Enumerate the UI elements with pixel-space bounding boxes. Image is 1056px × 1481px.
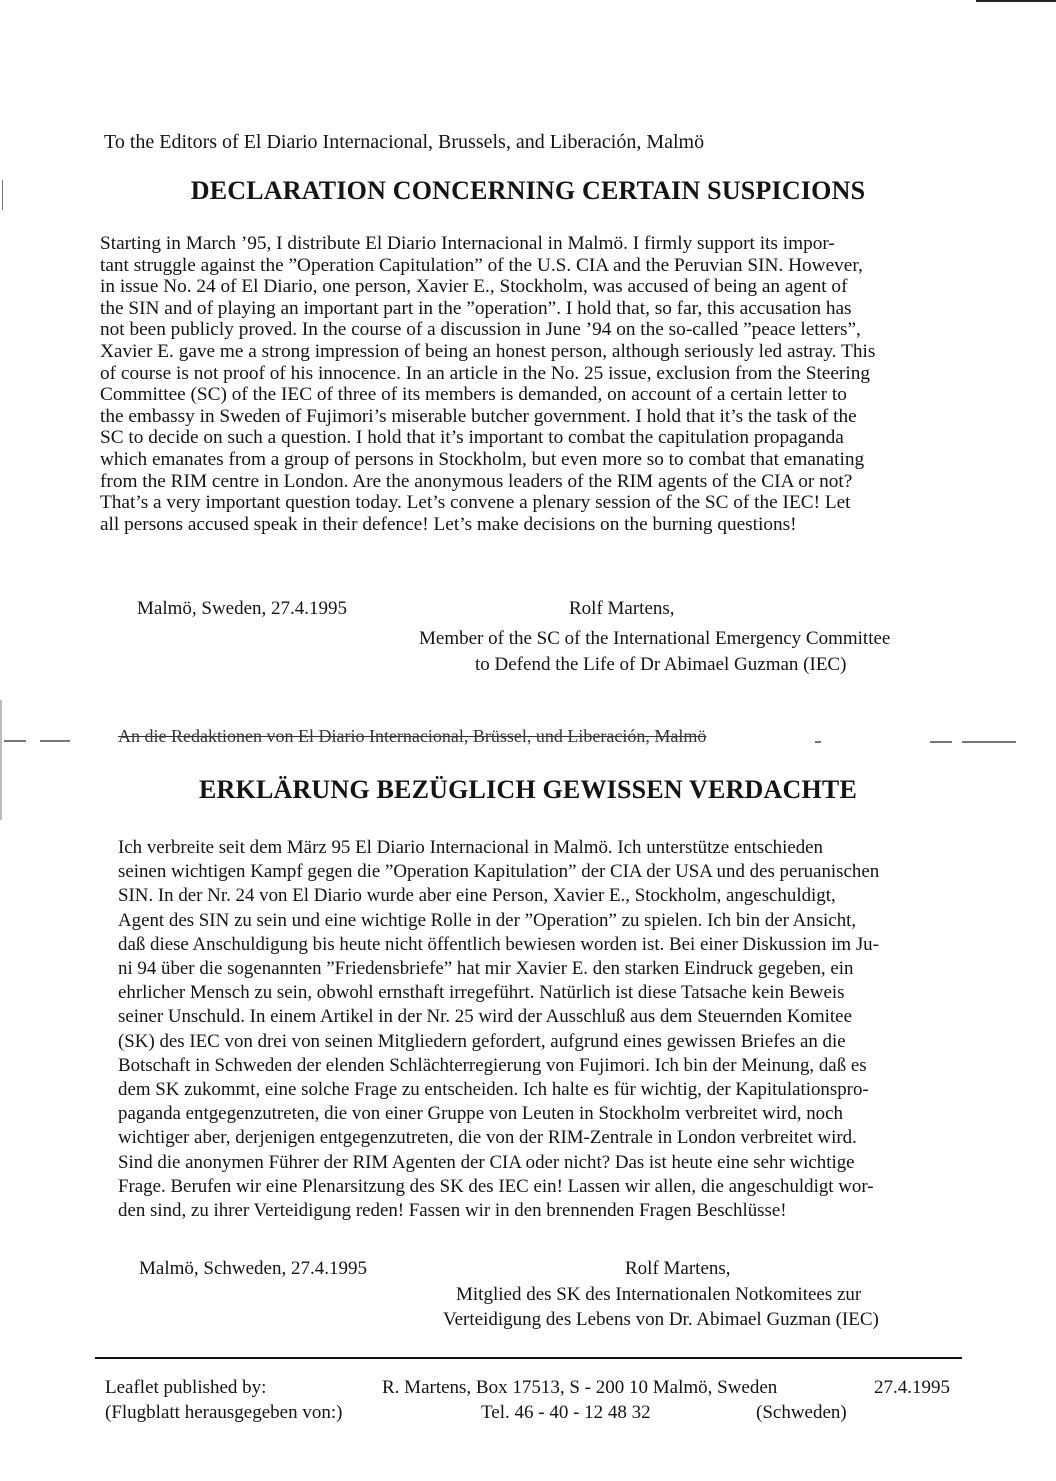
- page-title-de: ERKLÄRUNG BEZÜGLICH GEWISSEN VERDACHTE: [199, 775, 857, 804]
- scan-dash: [4, 740, 26, 742]
- text-line: which emanates from a group of persons in Stockholm, but even more so to combat that emanating: [100, 448, 865, 470]
- struck-intro-text: An die Redaktionen von El Diario Internacional, Brüssel, und Liberación, Malmö: [118, 726, 707, 746]
- letter-intro-en: To the Editors of El Diario Internacional, Brussels, and Liberación, Malmö: [104, 131, 705, 153]
- text-line: den sind, zu ihrer Verteidigung reden! Fassen wir in den brennenden Fragen Beschlüsse!: [118, 1200, 787, 1222]
- scan-edge-mark: [976, 0, 1056, 2]
- footer-date: 27.4.1995: [874, 1377, 950, 1398]
- text-line: That’s a very important question today. Let’s convene a plenary session of the SC of the IEC! Let: [100, 492, 851, 514]
- footer-divider: [95, 1357, 962, 1359]
- signer-name-de: Rolf Martens,: [625, 1258, 731, 1279]
- text-line: Starting in March ’95, I distribute El Diario Internacional in Malmö. I firmly support its impor-: [100, 233, 835, 254]
- text-line: not been publicly proved. In the course of a discussion in June ’94 on the so-called ”peace letters”,: [100, 319, 861, 341]
- text-line: ni 94 über die sogenannten ”Friedensbriefe” hat mir Xavier E. den starken Eindruck gegeben, ein: [118, 958, 854, 980]
- text-line: seinen wichtigen Kampf gegen die ”Operation Kapitulation” der CIA der USA und des peruanischen: [118, 861, 880, 883]
- text-line: SC to decide on such a question. I hold that it’s important to combat the capitulation propaganda: [100, 427, 844, 449]
- scan-dash: [930, 741, 952, 743]
- place-date-de: Malmö, Schweden, 27.4.1995: [139, 1258, 367, 1279]
- letter-intro-de: [118, 726, 706, 747]
- page-title-en: DECLARATION CONCERNING CERTAIN SUSPICIONS: [190, 176, 866, 205]
- scan-dash: [815, 741, 821, 743]
- text-line: Ich verbreite seit dem März 95 El Diario Internacional in Malmö. Ich unterstütze entschieden: [118, 837, 823, 858]
- text-line: in issue No. 24 of El Diario, one person, Xavier E., Stockholm, was accused of being an agent of: [100, 276, 848, 298]
- text-line: Xavier E. gave me a strong impression of being an honest person, although seriously led astray. This: [100, 340, 876, 362]
- text-line: ehrlicher Mensch zu sein, obwohl ernsthaft irregeführt. Natürlich ist diese Tatsache kein Beweis: [118, 982, 845, 1004]
- text-line: dem SK zukommt, eine solche Frage zu entscheiden. Ich halte es für wichtig, der Kapitulationspro-: [118, 1079, 869, 1101]
- signer-name-en: Rolf Martens,: [569, 598, 675, 619]
- signer-role-en: Member of the SC of the International Emergency Committee: [419, 628, 891, 649]
- body-paragraph-en: [100, 233, 875, 535]
- text-line: from the RIM centre in London. Are the anonymous leaders of the RIM agents of the CIA or not?: [100, 470, 853, 492]
- text-line: seiner Unschuld. In einem Artikel in der Nr. 25 wird der Ausschluß aus dem Steuernden Komitee: [118, 1006, 852, 1028]
- text-line: SIN. In der Nr. 24 von El Diario wurde aber eine Person, Xavier E., Stockholm, angeschuldigt,: [118, 885, 836, 907]
- text-line: Agent des SIN zu sein und eine wichtige Rolle in der ”Operation” zu spielen. Ich bin der Ansicht,: [118, 909, 857, 931]
- text-line: paganda entgegenzutreten, die von einer Gruppe von Leuten in Stockholm verbreitet wird, noch: [118, 1103, 843, 1125]
- text-line: (SK) des IEC von drei von seinen Mitgliedern gefordert, aufgrund eines gewissen Briefes an die: [118, 1030, 846, 1052]
- scan-dash: [962, 741, 1016, 743]
- text-line: the SIN and of playing an important part in the ”operation”. I hold that, so far, this accusation has: [100, 297, 852, 319]
- footer-label-de: (Flugblatt herausgegeben von:): [105, 1402, 343, 1423]
- body-paragraph-de: [118, 836, 879, 1223]
- text-line: daß diese Anschuldigung bis heute nicht öffentlich bewiesen worden ist. Bei einer Diskussion im Ju-: [118, 933, 879, 955]
- signer-role-en: to Defend the Life of Dr Abimael Guzman (IEC): [475, 654, 847, 675]
- text-line: Botschaft in Schweden der elenden Schlächterregierung von Fujimori. Ich bin der Meinung, daß es: [118, 1054, 867, 1076]
- footer-country: (Schweden): [756, 1402, 847, 1423]
- text-line: Sind die anonymen Führer der RIM Agenten der CIA oder nicht? Das ist heute eine sehr wichtige: [118, 1151, 855, 1173]
- text-line: Committee (SC) of the IEC of three of its members is demanded, on account of a certain letter to: [100, 384, 847, 406]
- footer-label-en: Leaflet published by:: [105, 1377, 267, 1398]
- signer-role-de: Verteidigung des Lebens von Dr. Abimael Guzman (IEC): [443, 1309, 879, 1330]
- text-line: Frage. Berufen wir eine Plenarsitzung des SK des IEC ein! Lassen wir allen, die angeschuldigt wor-: [118, 1175, 874, 1197]
- text-line: all persons accused speak in their defence! Let’s make decisions on the burning questions!: [100, 513, 797, 535]
- footer-phone: Tel. 46 - 40 - 12 48 32: [481, 1402, 651, 1423]
- footer-address: R. Martens, Box 17513, S - 200 10 Malmö, Sweden: [382, 1377, 778, 1398]
- text-line: the embassy in Sweden of Fujimori’s miserable butcher government. I hold that it’s the task of the: [100, 405, 857, 427]
- text-line: tant struggle against the ”Operation Capitulation” of the U.S. CIA and the Peruvian SIN. However,: [100, 254, 863, 276]
- signer-role-de: Mitglied des SK des Internationalen Notkomitees zur: [456, 1284, 862, 1305]
- text-line: wichtiger aber, derjenigen entgegenzutreten, die von der RIM-Zentrale in London verbreitet wird.: [118, 1127, 857, 1149]
- scan-dash: [40, 740, 70, 742]
- place-date-en: Malmö, Sweden, 27.4.1995: [137, 598, 348, 619]
- text-line: of course is not proof of his innocence. In an article in the No. 25 issue, exclusion from the Steering: [100, 362, 870, 384]
